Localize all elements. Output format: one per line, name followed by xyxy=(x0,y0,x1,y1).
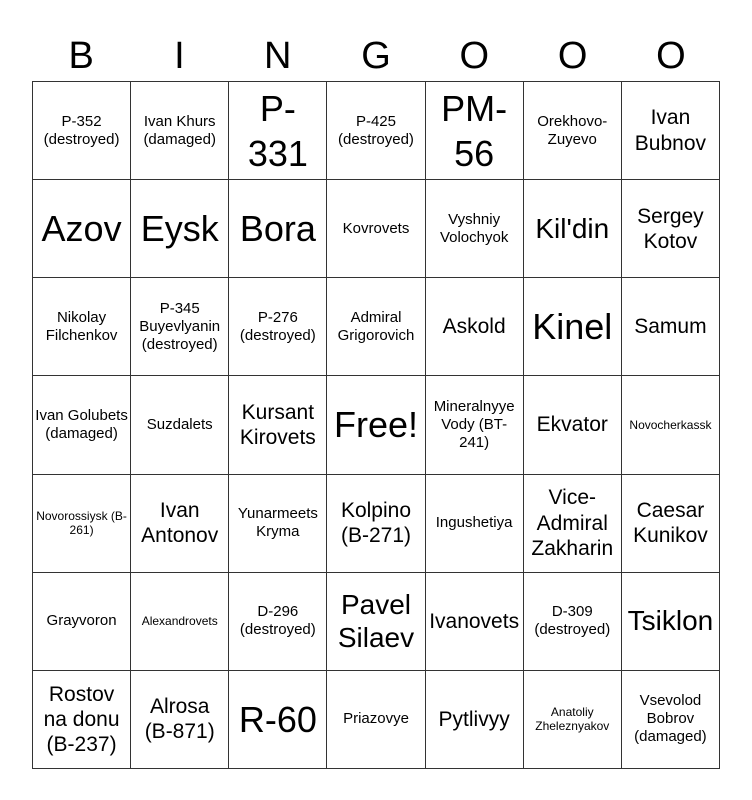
bingo-cell[interactable]: Azov xyxy=(33,180,131,278)
bingo-cell[interactable]: Novocherkassk xyxy=(622,376,720,474)
bingo-cell[interactable]: Alexandrovets xyxy=(131,573,229,671)
bingo-cell[interactable]: D-296 (destroyed) xyxy=(229,573,327,671)
bingo-cell[interactable]: Ivanovets xyxy=(426,573,524,671)
bingo-cell[interactable]: Ivan Bubnov xyxy=(622,82,720,180)
header-letter: O xyxy=(656,35,686,77)
bingo-cell[interactable]: Admiral Grigorovich xyxy=(327,278,425,376)
bingo-cell[interactable]: Ivan Golubets (damaged) xyxy=(33,376,131,474)
bingo-cell[interactable]: Kil'din xyxy=(524,180,622,278)
bingo-cell[interactable]: PM-56 xyxy=(426,82,524,180)
bingo-cell[interactable]: Sergey Kotov xyxy=(622,180,720,278)
header-letter: B xyxy=(68,35,94,77)
bingo-cell[interactable]: Orekhovo-Zuyevo xyxy=(524,82,622,180)
bingo-cell[interactable]: Priazovye xyxy=(327,671,425,769)
header-letter: G xyxy=(361,35,391,77)
bingo-cell[interactable]: P-352 (destroyed) xyxy=(33,82,131,180)
bingo-cell[interactable]: Suzdalets xyxy=(131,376,229,474)
bingo-cell[interactable]: Caesar Kunikov xyxy=(622,475,720,573)
bingo-cell[interactable]: P-331 xyxy=(229,82,327,180)
bingo-cell[interactable]: Novorossiysk (B-261) xyxy=(33,475,131,573)
bingo-cell[interactable]: Yunarmeets Kryma xyxy=(229,475,327,573)
bingo-cell[interactable]: Pytlivyy xyxy=(426,671,524,769)
bingo-cell[interactable]: P-345 Buyevlyanin (destroyed) xyxy=(131,278,229,376)
bingo-cell[interactable]: Tsiklon xyxy=(622,573,720,671)
bingo-cell free-space[interactable]: Free! xyxy=(327,376,425,474)
bingo-cell[interactable]: Ivan Khurs (damaged) xyxy=(131,82,229,180)
bingo-cell[interactable]: Bora xyxy=(229,180,327,278)
bingo-cell[interactable]: Grayvoron xyxy=(33,573,131,671)
bingo-cell[interactable]: Eysk xyxy=(131,180,229,278)
bingo-cell[interactable]: Vyshniy Volochyok xyxy=(426,180,524,278)
bingo-cell[interactable]: Kursant Kirovets xyxy=(229,376,327,474)
header-letter: I xyxy=(174,35,185,77)
bingo-cell[interactable]: P-425 (destroyed) xyxy=(327,82,425,180)
bingo-cell[interactable]: P-276 (destroyed) xyxy=(229,278,327,376)
bingo-cell[interactable]: Kovrovets xyxy=(327,180,425,278)
bingo-cell[interactable]: Ekvator xyxy=(524,376,622,474)
header-letter: O xyxy=(557,35,588,77)
bingo-cell[interactable]: Samum xyxy=(622,278,720,376)
bingo-cell[interactable]: Pavel Silaev xyxy=(327,573,425,671)
bingo-cell[interactable]: D-309 (destroyed) xyxy=(524,573,622,671)
bingo-cell[interactable]: Nikolay Filchenkov xyxy=(33,278,131,376)
bingo-cell[interactable]: Askold xyxy=(426,278,524,376)
bingo-cell[interactable]: Vsevolod Bobrov (damaged) xyxy=(622,671,720,769)
header-letter: O xyxy=(459,35,490,77)
bingo-cell[interactable]: R-60 xyxy=(229,671,327,769)
bingo-cell[interactable]: Vice-Admiral Zakharin xyxy=(524,475,622,573)
bingo-board xyxy=(32,81,720,769)
bingo-cell[interactable]: Alrosa (B-871) xyxy=(131,671,229,769)
bingo-cell[interactable]: Ivan Antonov xyxy=(131,475,229,573)
bingo-cell[interactable]: Kolpino (B-271) xyxy=(327,475,425,573)
bingo-header xyxy=(32,30,720,82)
bingo-cell[interactable]: Anatoliy Zheleznyakov xyxy=(524,671,622,769)
bingo-cell[interactable]: Kinel xyxy=(524,278,622,376)
bingo-cell[interactable]: Rostov na donu (B-237) xyxy=(33,671,131,769)
bingo-cell[interactable]: Mineralnyye Vody (BT-241) xyxy=(426,376,524,474)
bingo-cell[interactable]: Ingushetiya xyxy=(426,475,524,573)
header-letter: N xyxy=(264,35,292,77)
